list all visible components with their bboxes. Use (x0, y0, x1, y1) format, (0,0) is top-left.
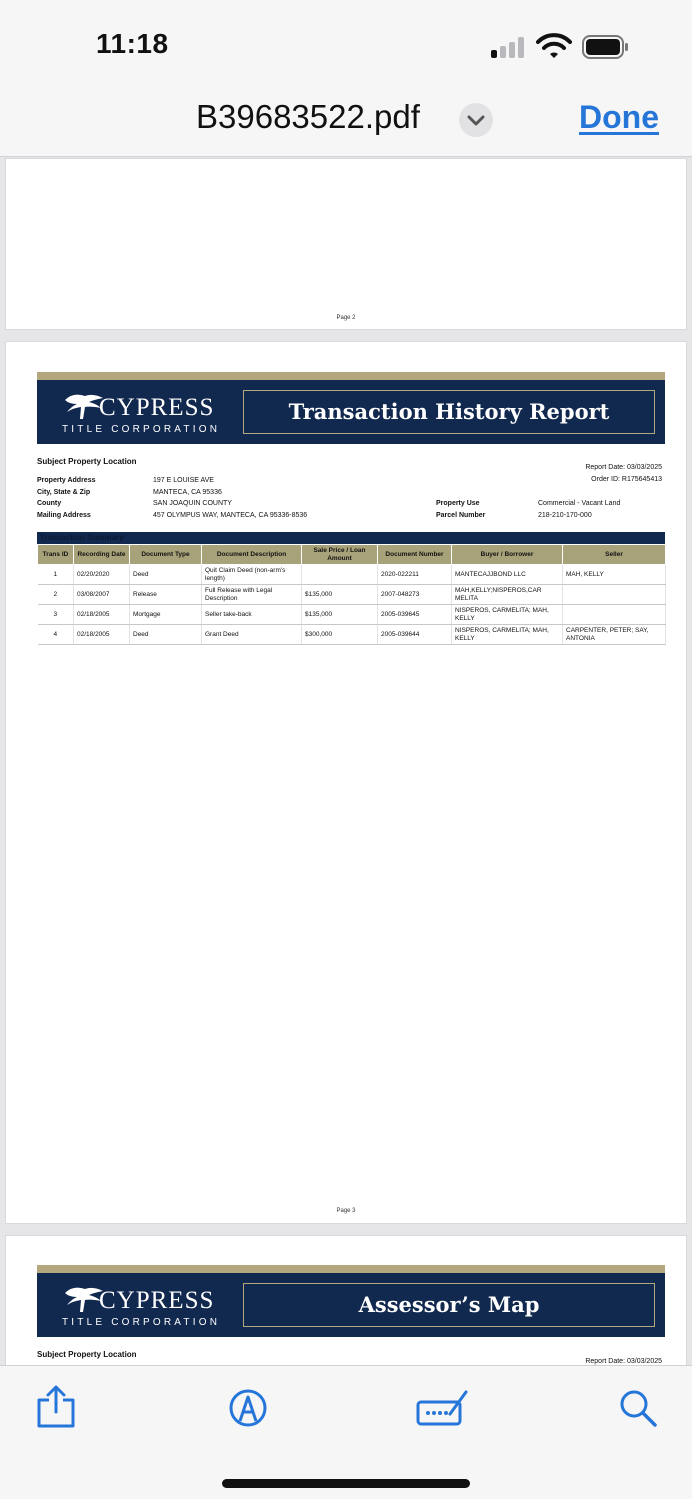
table-cell: 2 (38, 585, 74, 605)
column-header: Seller (563, 545, 666, 565)
table-caption: Transaction Summary (37, 532, 665, 544)
table-cell: Grant Deed (202, 625, 302, 645)
report-banner (37, 372, 665, 444)
table-cell: MANTECAJJBOND LLC (452, 565, 563, 585)
transaction-table (37, 544, 666, 645)
status-time: 11:18 (96, 28, 169, 59)
table-cell: NISPEROS, CARMELITA; MAH, KELLY (452, 605, 563, 625)
table-cell: $135,000 (302, 585, 378, 605)
pdf-page-4 (5, 1235, 687, 1375)
field-label: Parcel Number (436, 511, 486, 519)
table-cell: 3 (38, 605, 74, 625)
table-cell: CARPENTER, PETER; SAY, ANTONIA (563, 625, 666, 645)
company-subtitle: TITLE CORPORATION (62, 1317, 221, 1328)
share-icon[interactable] (34, 1384, 78, 1428)
table-cell: 02/18/2005 (74, 605, 130, 625)
column-header: Recording Date (74, 545, 130, 565)
table-header-row (38, 545, 666, 565)
table-cell: Deed (130, 565, 202, 585)
subject-heading: Subject Property Location (37, 457, 137, 466)
column-header: Trans ID (38, 545, 74, 565)
table-cell: Mortgage (130, 605, 202, 625)
table-cell: $300,000 (302, 625, 378, 645)
field-label: City, State & Zip (37, 488, 91, 496)
company-name: CYPRESS (99, 394, 215, 421)
table-cell: 2007-048273 (378, 585, 452, 605)
table-cell: 4 (38, 625, 74, 645)
table-cell: $135,000 (302, 605, 378, 625)
company-logo (61, 392, 221, 436)
table-cell: MAH,KELLY;NISPEROS,CAR MELITA (452, 585, 563, 605)
done-button[interactable]: Done (579, 99, 659, 135)
column-header: Buyer / Borrower (452, 545, 563, 565)
page-number: Page 3 (336, 1208, 356, 1214)
table-cell: 2005-039645 (378, 605, 452, 625)
table-cell: Quit Claim Deed (non-arm's length) (202, 565, 302, 585)
search-icon[interactable] (616, 1384, 660, 1428)
field-label: County (37, 500, 62, 507)
column-header: Document Description (202, 545, 302, 565)
company-name: CYPRESS (99, 1287, 215, 1314)
order-id: Order ID: R175645413 (591, 476, 662, 483)
field-label: Property Use (436, 500, 480, 507)
report-banner (37, 1265, 665, 1337)
table-cell: Release (130, 585, 202, 605)
table-cell (563, 585, 666, 605)
report-title: Transaction History Report (243, 390, 655, 434)
title-menu-button[interactable] (459, 103, 493, 137)
top-bar (0, 0, 692, 157)
column-header: Sale Price / Loan Amount (302, 545, 378, 565)
table-cell: Full Release with Legal Description (202, 585, 302, 605)
table-cell: MAH, KELLY (563, 565, 666, 585)
property-address-value: 197 E LOUISE AVE (153, 477, 214, 484)
county-value: SAN JOAQUIN COUNTY (153, 500, 232, 507)
city-state-zip-value: MANTECA, CA 95336 (153, 488, 222, 496)
chevron-down-icon (459, 103, 493, 137)
home-indicator[interactable] (222, 1479, 470, 1488)
table-cell: 2005-039644 (378, 625, 452, 645)
table-cell: 03/08/2007 (74, 585, 130, 605)
table-cell: Deed (130, 625, 202, 645)
transaction-summary (37, 532, 665, 645)
table-row (38, 565, 666, 585)
page-number: Page 2 (336, 315, 356, 321)
markup-icon[interactable] (226, 1384, 270, 1428)
document-title[interactable]: B39683522.pdf (196, 98, 420, 135)
table-cell: 02/20/2020 (74, 565, 130, 585)
parcel-number-value: 218-210-170-000 (538, 511, 592, 519)
company-logo (61, 1285, 221, 1329)
wifi-icon (536, 32, 572, 60)
property-use-value: Commercial - Vacant Land (538, 500, 621, 507)
battery-icon (582, 35, 630, 59)
column-header: Document Number (378, 545, 452, 565)
report-date: Report Date: 03/03/2025 (585, 1358, 662, 1365)
signature-icon[interactable] (416, 1384, 470, 1428)
table-cell: NISPEROS, CARMELITA; MAH, KELLY (452, 625, 563, 645)
cellular-signal-icon (491, 36, 527, 58)
column-header: Document Type (130, 545, 202, 565)
field-label: Mailing Address (37, 511, 91, 519)
table-row (38, 585, 666, 605)
mailing-address-value: 457 OLYMPUS WAY, MANTECA, CA 95336-8536 (153, 511, 308, 519)
pdf-page-2 (5, 158, 687, 330)
table-row (38, 605, 666, 625)
report-date: Report Date: 03/03/2025 (585, 464, 662, 471)
company-subtitle: TITLE CORPORATION (62, 424, 221, 435)
table-cell: Seller take-back (202, 605, 302, 625)
table-cell: 2020-022211 (378, 565, 452, 585)
subject-heading: Subject Property Location (37, 1350, 137, 1359)
table-cell (302, 565, 378, 585)
table-cell: 1 (38, 565, 74, 585)
table-cell (563, 605, 666, 625)
report-title: Assessor’s Map (243, 1283, 655, 1327)
table-cell: 02/18/2005 (74, 625, 130, 645)
bottom-toolbar (0, 1365, 692, 1499)
table-row (38, 625, 666, 645)
pdf-page-3 (5, 341, 687, 1224)
field-label: Property Address (37, 477, 96, 484)
